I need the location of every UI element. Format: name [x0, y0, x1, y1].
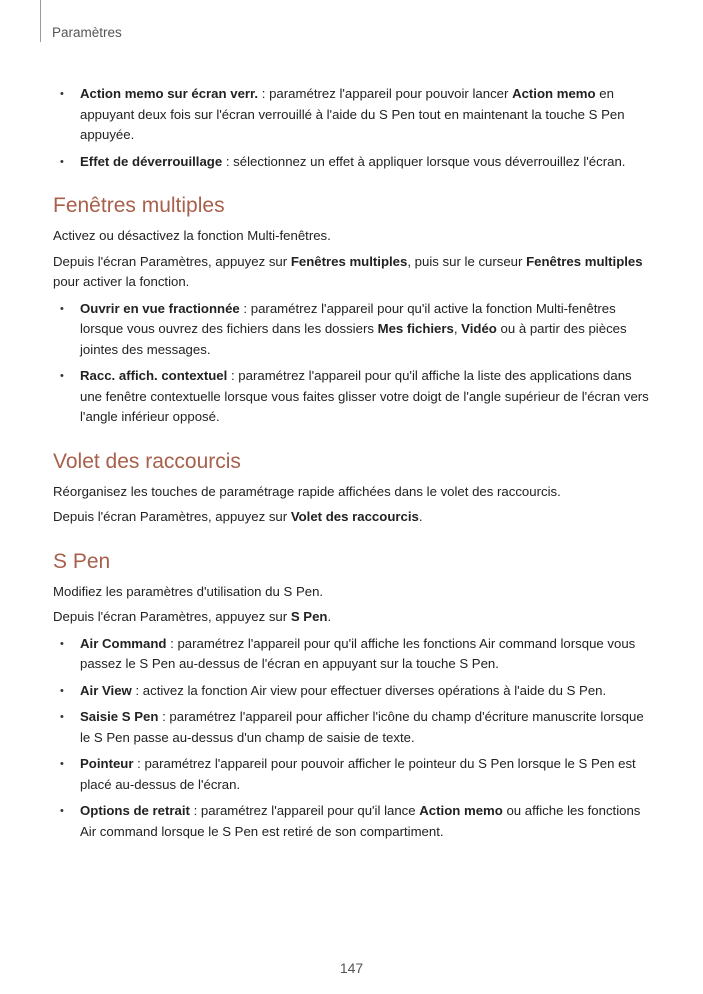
bullet-popup-shortcut	[53, 366, 653, 428]
bullet-text: : paramétrez l'appareil pour qu'il affiche la liste des applications dans une fenêtre contextuelle lorsque vous faites glisser votre doigt de l'angle supérieur de l'écran vers l'angle inférieur opposé.	[80, 368, 649, 424]
bullet-dot: •	[60, 370, 64, 382]
bullet-dot: •	[60, 88, 64, 100]
bullet-term-inline: Action memo	[512, 86, 596, 101]
bullet-term-inline: Vidéo	[461, 321, 497, 336]
text: Depuis l'écran Paramètres, appuyez sur	[53, 509, 291, 524]
bullet-term: Action memo sur écran verr.	[80, 86, 259, 101]
bullet-dot: •	[60, 711, 64, 723]
header-divider	[40, 0, 41, 42]
page-number: 147	[339, 960, 364, 976]
bullet-text: : activez la fonction Air view pour effectuer diverses opérations à l'aide du S Pen.	[131, 682, 607, 698]
bullet-text: en appuyant deux fois sur l'écran verrouillé à l'aide du S Pen tout en maintenant la touche S Pen appuyée.	[80, 86, 625, 142]
bullet-text: : paramétrez l'appareil pour qu'il lance	[189, 803, 420, 818]
bullet-term: Ouvrir en vue fractionnée	[80, 300, 240, 316]
bullet-term: Effet de déverrouillage	[80, 153, 223, 169]
text: Depuis l'écran Paramètres, appuyez sur	[53, 253, 291, 269]
bold-term: Volet des raccourcis	[290, 509, 419, 524]
bullet-text: : paramétrez l'appareil pour pouvoir afficher le pointeur du S Pen lorsque le S Pen est placé au-dessus de l'écran.	[80, 756, 636, 792]
bullet-term-inline: Action memo	[419, 803, 503, 818]
bullet-text: ou à partir des pièces jointes des messages.	[80, 321, 627, 357]
section-heading-shortcuts: Volet des raccourcis	[53, 449, 241, 473]
bullet-text: : sélectionnez un effet à appliquer lorsque vous déverrouillez l'écran.	[222, 153, 626, 169]
page-header-title: Paramètres	[52, 25, 122, 40]
bullet-pointer	[53, 754, 653, 795]
bullet-text: ou affiche les fonctions Air command lorsque le S Pen est retiré de son compartiment.	[80, 803, 641, 839]
bullet-text: : paramétrez l'appareil pour qu'il affiche les fonctions Air command lorsque vous passez le S Pen au-dessus de l'écran en appuyant sur la touche S Pen.	[80, 635, 636, 671]
paragraph: Réorganisez les touches de paramétrage rapide affichées dans le volet des raccourcis.	[53, 483, 561, 499]
paragraph	[53, 507, 653, 528]
bullet-term: Pointeur	[80, 756, 134, 771]
bullet-term: Racc. affich. contextuel	[80, 368, 228, 383]
bullet-text: : paramétrez l'appareil pour qu'il active la fonction Multi-fenêtres lorsque vous ouvrez des fichiers dans les dossiers	[80, 300, 616, 336]
paragraph: Modifiez les paramètres d'utilisation du S Pen.	[53, 583, 324, 599]
bullet-text: : paramétrez l'appareil pour pouvoir lancer	[258, 86, 513, 101]
bullet-term-inline: Mes fichiers	[377, 321, 454, 336]
bullet-spen-input	[53, 707, 653, 748]
text: .	[327, 609, 332, 624]
bullet-dot: •	[60, 758, 64, 770]
bullet-term: Options de retrait	[80, 803, 190, 818]
section-heading-multi-window: Fenêtres multiples	[53, 194, 225, 217]
text: .	[418, 509, 423, 524]
bullet-dot: •	[60, 637, 64, 650]
bullet-split-view	[53, 299, 653, 361]
bullet-detach-options	[53, 801, 653, 842]
paragraph: Activez ou désactivez la fonction Multi-fenêtres.	[53, 228, 331, 243]
bold-term: Fenêtres multiples	[290, 253, 408, 269]
bullet-term: Air Command	[80, 635, 167, 651]
bullet-action-memo	[53, 84, 653, 146]
bullet-term: Air View	[80, 682, 132, 698]
bullet-text: ,	[453, 321, 462, 336]
bullet-unlock-effect	[53, 152, 653, 173]
paragraph	[53, 607, 653, 628]
bullet-air-command	[53, 634, 653, 675]
bullet-text: : paramétrez l'appareil pour afficher l'icône du champ d'écriture manuscrite lorsque le S Pen passe au-dessus d'un champ de saisie de texte.	[80, 709, 644, 745]
bullet-term: Saisie S Pen	[80, 709, 159, 724]
text: , puis sur le curseur	[407, 253, 527, 269]
bullet-dot: •	[60, 302, 64, 315]
bold-term: Fenêtres multiples	[526, 253, 643, 269]
bold-term: S Pen	[290, 609, 328, 624]
bullet-dot: •	[60, 155, 64, 168]
bullet-dot: •	[60, 805, 64, 817]
text: pour activer la fonction.	[53, 274, 190, 289]
section-heading-spen: S Pen	[53, 549, 111, 573]
bullet-dot: •	[60, 684, 64, 697]
bullet-air-view	[53, 681, 653, 702]
text: Depuis l'écran Paramètres, appuyez sur	[53, 609, 291, 624]
paragraph	[53, 252, 653, 293]
document-body	[53, 84, 653, 848]
